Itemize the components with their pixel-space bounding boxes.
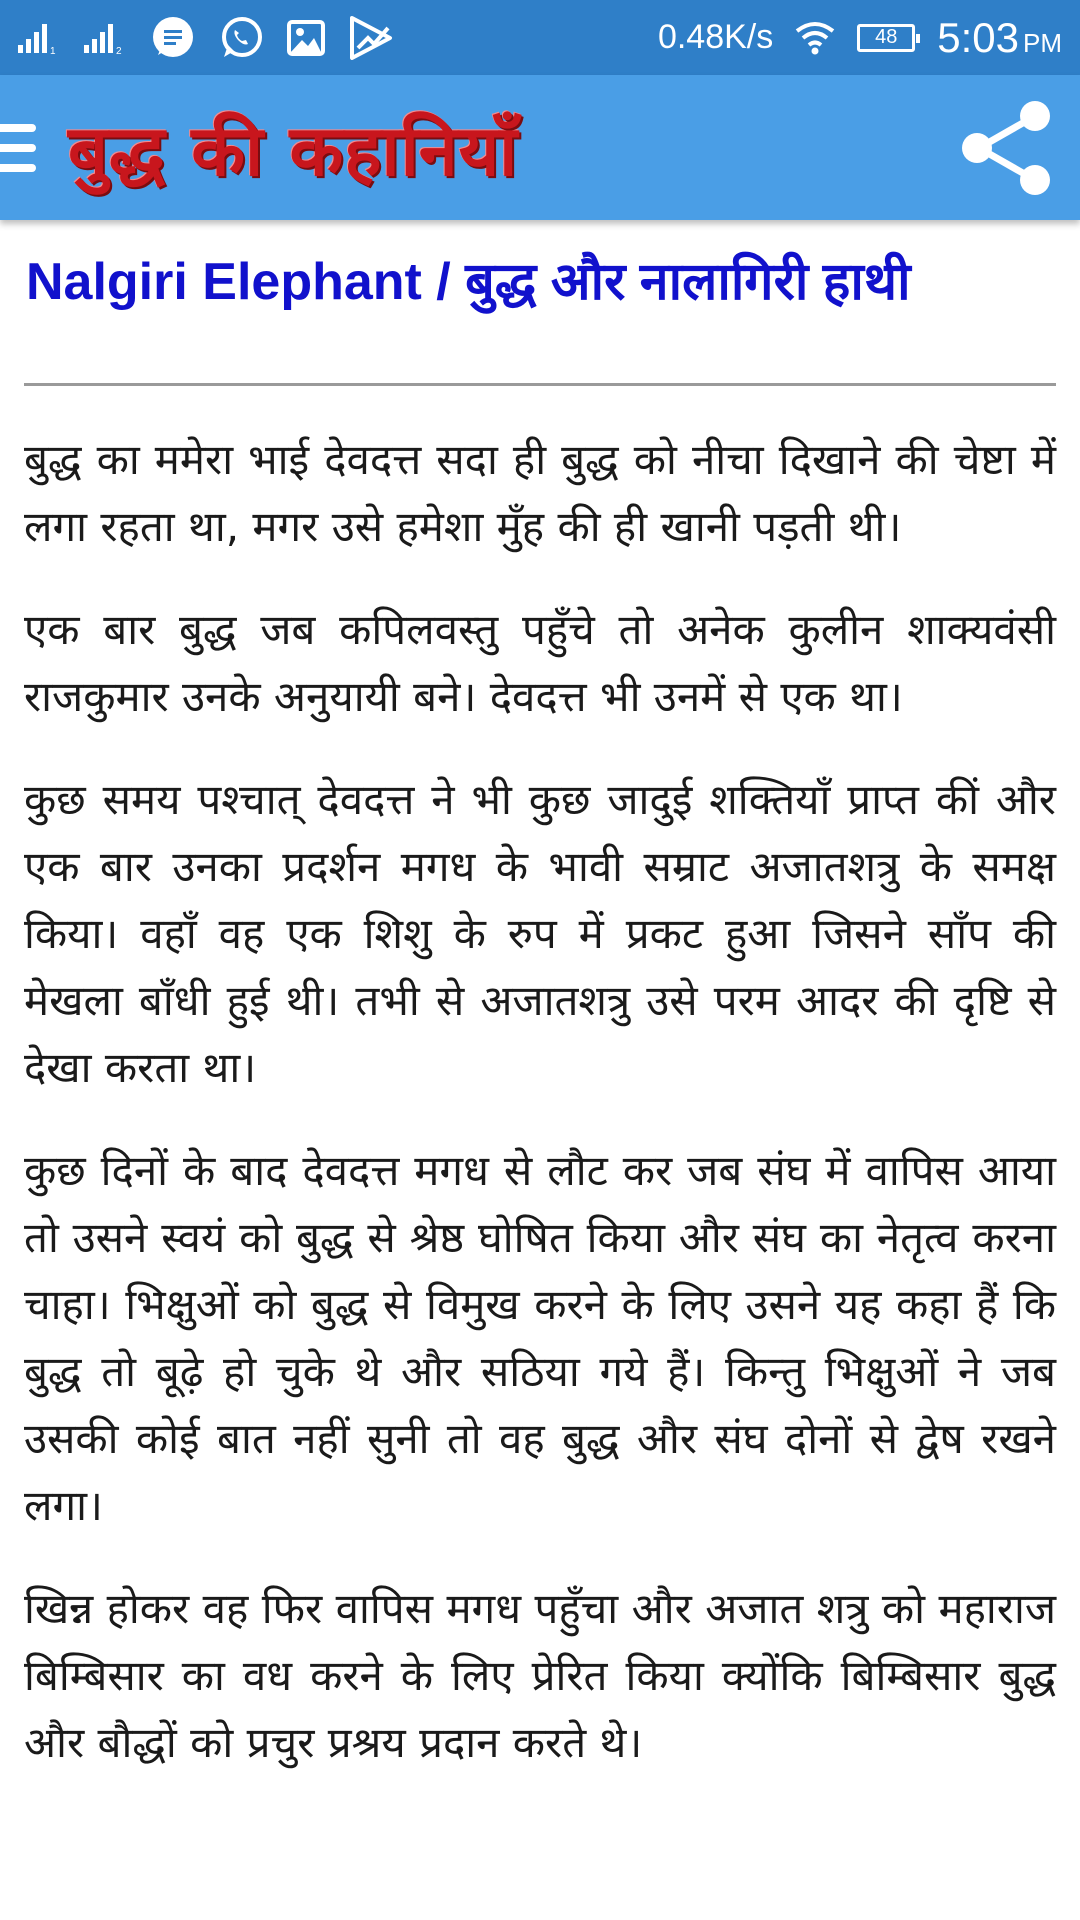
svg-text:2: 2 bbox=[116, 45, 122, 55]
whatsapp-icon bbox=[218, 15, 264, 61]
status-icons-right bbox=[658, 14, 1062, 62]
app-bar bbox=[0, 75, 1080, 220]
story-content bbox=[24, 225, 1056, 1776]
story-paragraph: कुछ समय पश्चात् देवदत्त ने भी कुछ जादुई शक्तियाँ प्राप्त कीं और एक बार उनका प्रदर्शन मगध के भावी सम्राट अजातशत्रु के समक्ष किया। वहाँ वह एक शिशु के रुप में प्रकट हुआ जिसने साँप की मेखला बाँधी हुई थी। तभी से अजातशत्रु उसे परम आदर की दृष्टि से देखा करता था। bbox=[24, 775, 1056, 1092]
signal-2-icon bbox=[84, 21, 128, 55]
story-paragraph: एक बार बुद्ध जब कपिलवस्तु पहुँचे तो अनेक कुलीन शाक्यवंसी राजकुमार उनके अनुयायी बने। देवदत्त भी उनमें से एक था। bbox=[24, 605, 1056, 721]
play-store-icon bbox=[348, 16, 394, 60]
gallery-icon bbox=[286, 18, 326, 58]
signal-icon bbox=[18, 21, 62, 55]
clock bbox=[937, 14, 1062, 62]
network-speed: 0.48K/s bbox=[657, 18, 774, 56]
story-paragraph: बुद्ध का ममेरा भाई देवदत्त सदा ही बुद्ध को नीचा दिखाने की चेष्टा में लगा रहता था, मगर उसे हमेशा मुँह की ही खानी पड़ती थी। bbox=[24, 435, 1056, 551]
battery-level: 48 bbox=[875, 26, 898, 48]
story-paragraph: कुछ दिनों के बाद देवदत्त मगध से लौट कर जब संघ में वापिस आया तो उसने स्वयं को बुद्ध से श्रेष्ठ घोषित किया और संघ का नेतृत्व करना चाहा। भिक्षुओं को बुद्ध से विमुख करने के लिए उसने यह कहा हैं कि बुद्ध तो बूढ़े हो चुके थे और सठिया गये हैं। किन्तु भिक्षुओं ने जब उसकी कोई बात नहीं सुनी तो वह बुद्ध और संघ दोनों से द्वेष रखने लगा। bbox=[24, 1146, 1056, 1530]
message-icon bbox=[150, 15, 196, 61]
battery-icon bbox=[857, 24, 915, 52]
status-bar bbox=[0, 0, 1080, 75]
wifi-icon bbox=[795, 21, 835, 55]
story-title: Nalgiri Elephant / बुद्ध और नालागिरी हाथी bbox=[26, 253, 911, 311]
share-icon[interactable] bbox=[952, 93, 1062, 203]
clock-time: 5:03 bbox=[937, 13, 1019, 61]
hamburger-menu-icon[interactable] bbox=[0, 75, 60, 220]
svg-text:1: 1 bbox=[50, 45, 56, 55]
app-title: बुद्ध की कहानियाँ bbox=[68, 108, 519, 192]
story-paragraph: खिन्न होकर वह फिर वापिस मगध पहुँचा और अजात शत्रु को महाराज बिम्बिसार का वध करने के लिए प्रेरित किया क्योंकि बिम्बिसार बुद्ध और बौद्धों को प्रचुर प्रश्रय प्रदान करते थे। bbox=[24, 1584, 1056, 1767]
clock-ampm: PM bbox=[1023, 27, 1062, 58]
title-divider bbox=[24, 383, 1056, 386]
status-icons-left bbox=[18, 15, 394, 61]
